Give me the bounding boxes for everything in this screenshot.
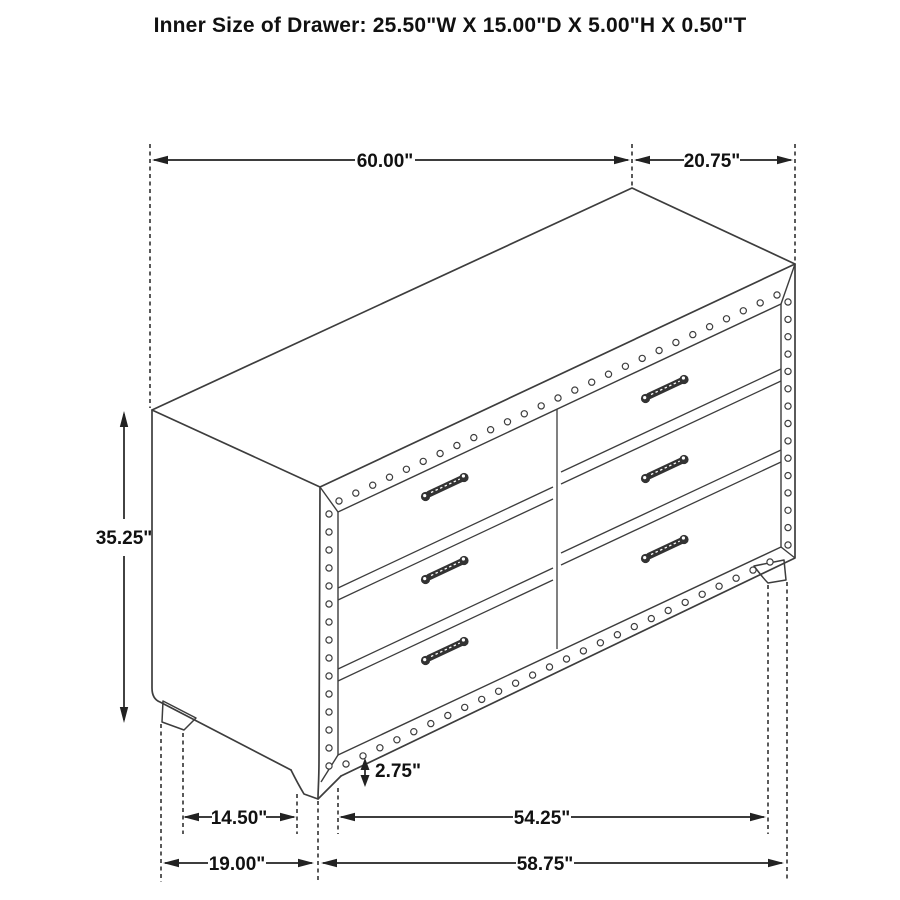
dim-label-side-leg-spacing: 14.50"	[210, 808, 268, 829]
dim-base-width	[321, 854, 784, 875]
dim-label-foot-height: 2.75"	[375, 761, 421, 782]
dim-label-base-width: 58.75"	[516, 854, 574, 875]
dim-label-top-depth: 20.75"	[683, 151, 741, 172]
dim-overall-height	[96, 411, 153, 723]
dim-top-width	[152, 151, 630, 172]
dim-top-depth	[634, 151, 793, 172]
dim-label-base-depth: 19.00"	[208, 854, 266, 875]
dim-base-depth	[163, 854, 314, 875]
dim-front-leg-spacing	[339, 808, 766, 829]
dim-side-leg-spacing	[183, 808, 296, 829]
diagram-title: Inner Size of Drawer: 25.50"W X 15.00"D X 5.00"H X 0.50"T	[153, 14, 747, 37]
dresser-faces	[152, 188, 795, 799]
dim-label-overall-height: 35.25"	[95, 528, 153, 549]
dim-label-front-leg-spacing: 54.25"	[513, 808, 571, 829]
dim-label-top-width: 60.00"	[356, 151, 414, 172]
